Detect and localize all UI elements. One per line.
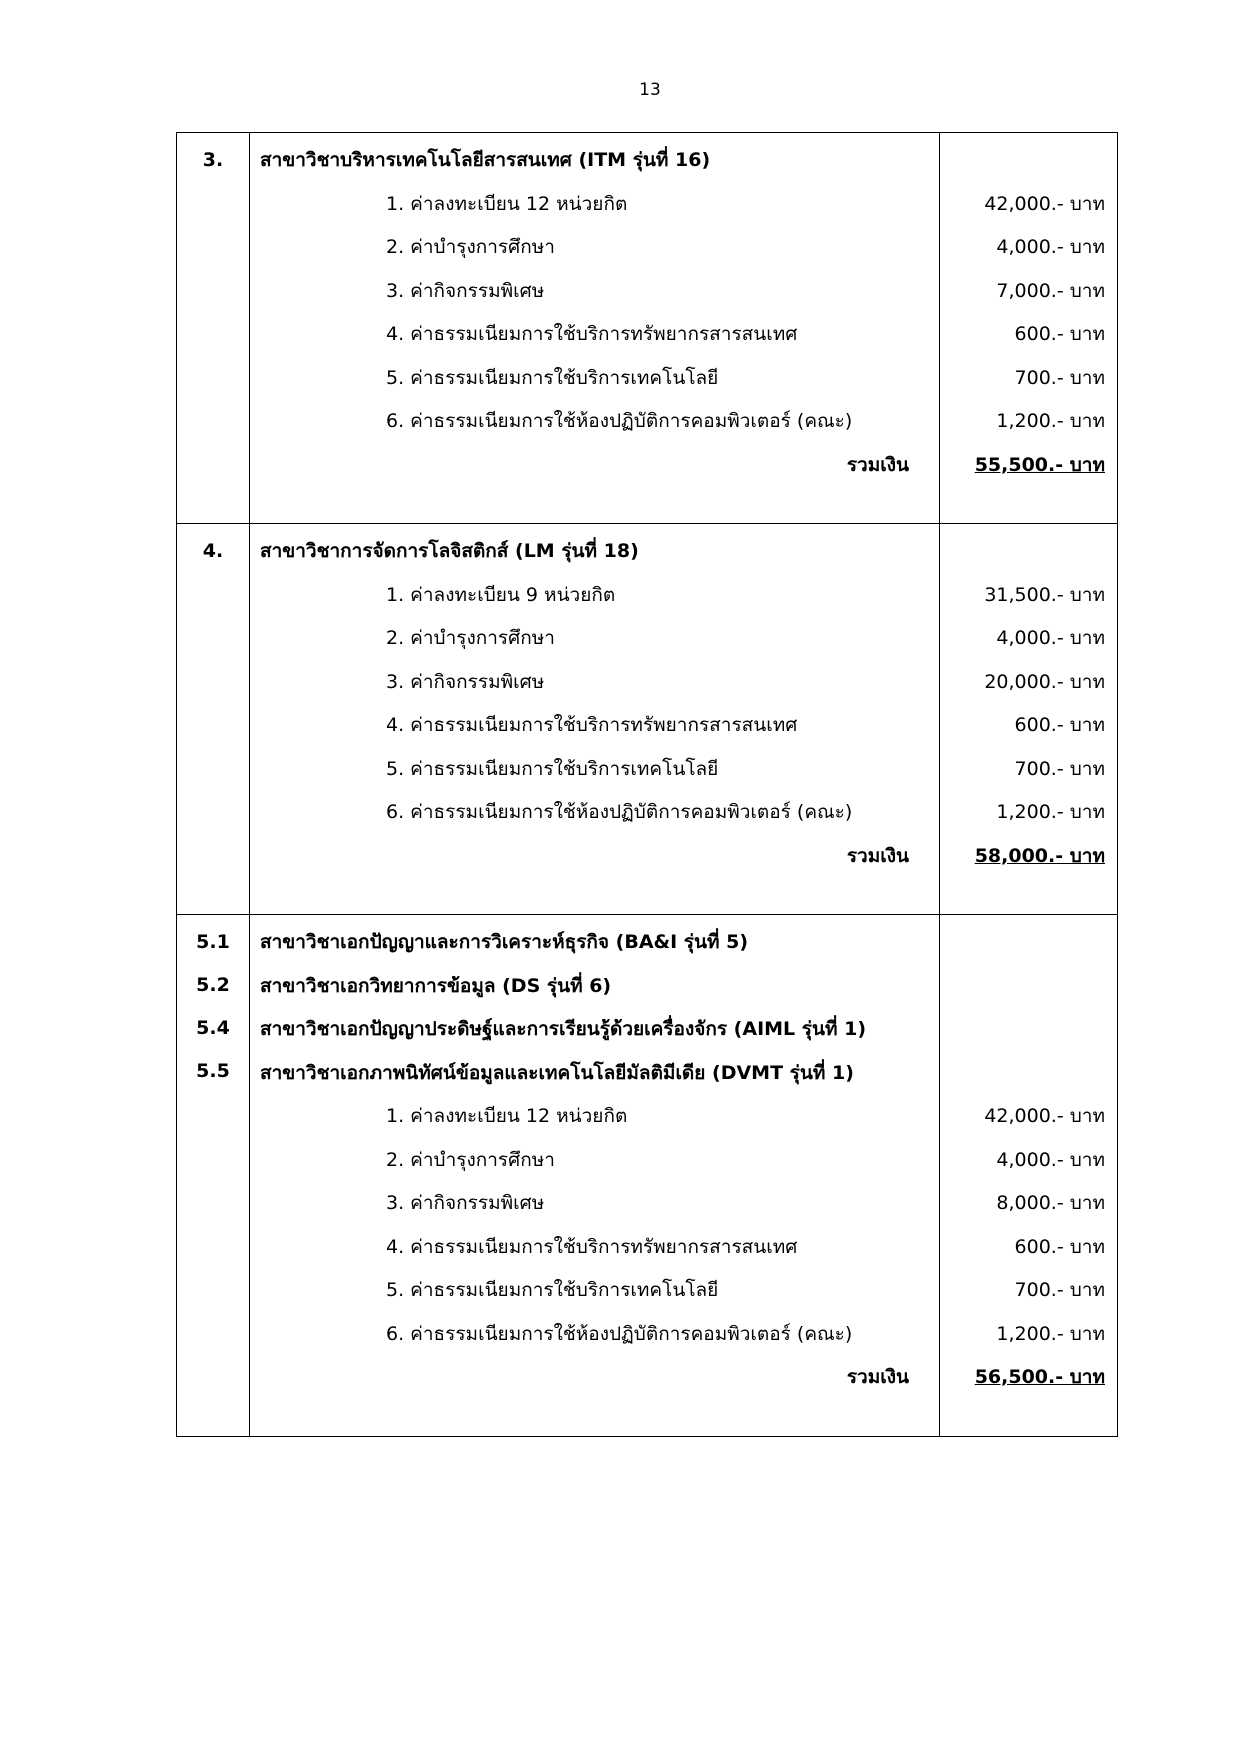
fee-item-technology-services: 5. ค่าธรรมเนียมการใช้บริการเทคโนโลยี [386,366,719,389]
total-label: รวมเงิน [846,453,909,476]
program-title: สาขาวิชาบริหารเทคโนโลยีสารสนเทศ (ITM รุ่นที่ 16) [260,149,711,171]
section-number: 5.5 [196,1060,230,1082]
fee-item-information-resources: 4. ค่าธรรมเนียมการใช้บริการทรัพยากรสารสนเทศ [386,714,798,736]
amount-technology-services: 700.- บาท [1014,757,1105,780]
section-number-cell [177,133,250,524]
amount-registration: 31,500.- บาท [984,583,1105,606]
amount-blank [940,530,1117,574]
section-number: 5.2 [196,974,230,996]
amount-blank [940,1008,1117,1052]
fee-item-technology-services: 5. ค่าธรรมเนียมการใช้บริการเทคโนโลยี [386,1279,719,1301]
program-title: สาขาวิชาการจัดการโลจิสติกส์ (LM รุ่นที่ 18) [260,540,639,562]
total-label: รวมเงิน [846,844,909,867]
amount-technology-services: 700.- บาท [1014,1279,1105,1301]
section-itm [177,133,1118,524]
section-description-cell [250,524,940,915]
program-title: สาขาวิชาเอกวิทยาการข้อมูล (DS รุ่นที่ 6) [260,974,612,997]
fee-item-registration: 1. ค่าลงทะเบียน 12 หน่วยกิต [386,1105,628,1127]
program-title: สาขาวิชาเอกภาพนิทัศน์ข้อมูลและเทคโนโลยีมัลติมีเดีย (DVMT รุ่นที่ 1) [260,1061,854,1084]
total-label: รวมเงิน [846,1366,909,1388]
section-amount-cell [940,133,1118,524]
amount-special-activities: 7,000.- บาท [996,279,1105,302]
fee-item-information-resources: 4. ค่าธรรมเนียมการใช้บริการทรัพยากรสารสนเทศ [386,1235,798,1258]
amount-special-activities: 20,000.- บาท [984,670,1105,693]
amount-maintenance: 4,000.- บาท [996,627,1105,649]
fee-item-special-activities: 3. ค่ากิจกรรมพิเศษ [386,670,545,693]
fee-item-computer-lab: 6. ค่าธรรมเนียมการใช้ห้องปฏิบัติการคอมพิวเตอร์ (คณะ) [386,1322,853,1345]
amount-maintenance: 4,000.- บาท [996,1148,1105,1171]
fee-item-computer-lab: 6. ค่าธรรมเนียมการใช้ห้องปฏิบัติการคอมพิวเตอร์ (คณะ) [386,410,853,432]
section-amount-cell [940,915,1118,1437]
section-number: 5.4 [196,1017,230,1039]
amount-computer-lab: 1,200.- บาท [996,1322,1105,1345]
amount-computer-lab: 1,200.- บาท [996,801,1105,823]
amount-information-resources: 600.- บาท [1014,1235,1105,1258]
amount-blank [940,139,1117,183]
fee-item-special-activities: 3. ค่ากิจกรรมพิเศษ [386,279,545,302]
fee-item-technology-services: 5. ค่าธรรมเนียมการใช้บริการเทคโนโลยี [386,757,719,780]
amount-information-resources: 600.- บาท [1014,714,1105,736]
fee-item-computer-lab: 6. ค่าธรรมเนียมการใช้ห้องปฏิบัติการคอมพิวเตอร์ (คณะ) [386,801,853,823]
fee-item-maintenance: 2. ค่าบำรุงการศึกษา [386,236,555,258]
amount-blank [940,921,1117,965]
fee-item-registration: 1. ค่าลงทะเบียน 12 หน่วยกิต [386,192,628,215]
section-number-cell [177,915,250,1437]
total-amount: 58,000.- บาท [974,844,1105,867]
amount-technology-services: 700.- บาท [1014,366,1105,389]
section-description-cell [250,915,940,1437]
section-number: 4. [202,540,224,562]
amount-blank [940,965,1117,1009]
fee-table [176,132,1118,1437]
amount-special-activities: 8,000.- บาท [996,1192,1105,1214]
program-title: สาขาวิชาเอกปัญญาและการวิเคราะห์ธุรกิจ (BA&I รุ่นที่ 5) [260,931,749,953]
section-description-cell [250,133,940,524]
fee-item-maintenance: 2. ค่าบำรุงการศึกษา [386,1148,555,1171]
section-number: 3. [202,149,224,171]
fee-item-information-resources: 4. ค่าธรรมเนียมการใช้บริการทรัพยากรสารสนเทศ [386,323,798,345]
fee-item-special-activities: 3. ค่ากิจกรรมพิเศษ [386,1192,545,1214]
program-title: สาขาวิชาเอกปัญญาประดิษฐ์และการเรียนรู้ด้วยเครื่องจักร (AIML รุ่นที่ 1) [260,1018,867,1040]
amount-registration: 42,000.- บาท [984,192,1105,215]
total-amount: 56,500.- บาท [974,1366,1105,1388]
amount-information-resources: 600.- บาท [1014,323,1105,345]
section-number: 5.1 [196,931,230,953]
page-number: 13 [639,80,661,100]
section-data-science-majors [177,915,1118,1437]
section-amount-cell [940,524,1118,915]
section-number-cell [177,524,250,915]
total-amount: 55,500.- บาท [974,453,1105,476]
amount-maintenance: 4,000.- บาท [996,236,1105,258]
fee-item-registration: 1. ค่าลงทะเบียน 9 หน่วยกิต [386,583,616,606]
amount-registration: 42,000.- บาท [984,1105,1105,1127]
section-lm [177,524,1118,915]
amount-blank [940,1052,1117,1096]
amount-computer-lab: 1,200.- บาท [996,410,1105,432]
fee-item-maintenance: 2. ค่าบำรุงการศึกษา [386,627,555,649]
